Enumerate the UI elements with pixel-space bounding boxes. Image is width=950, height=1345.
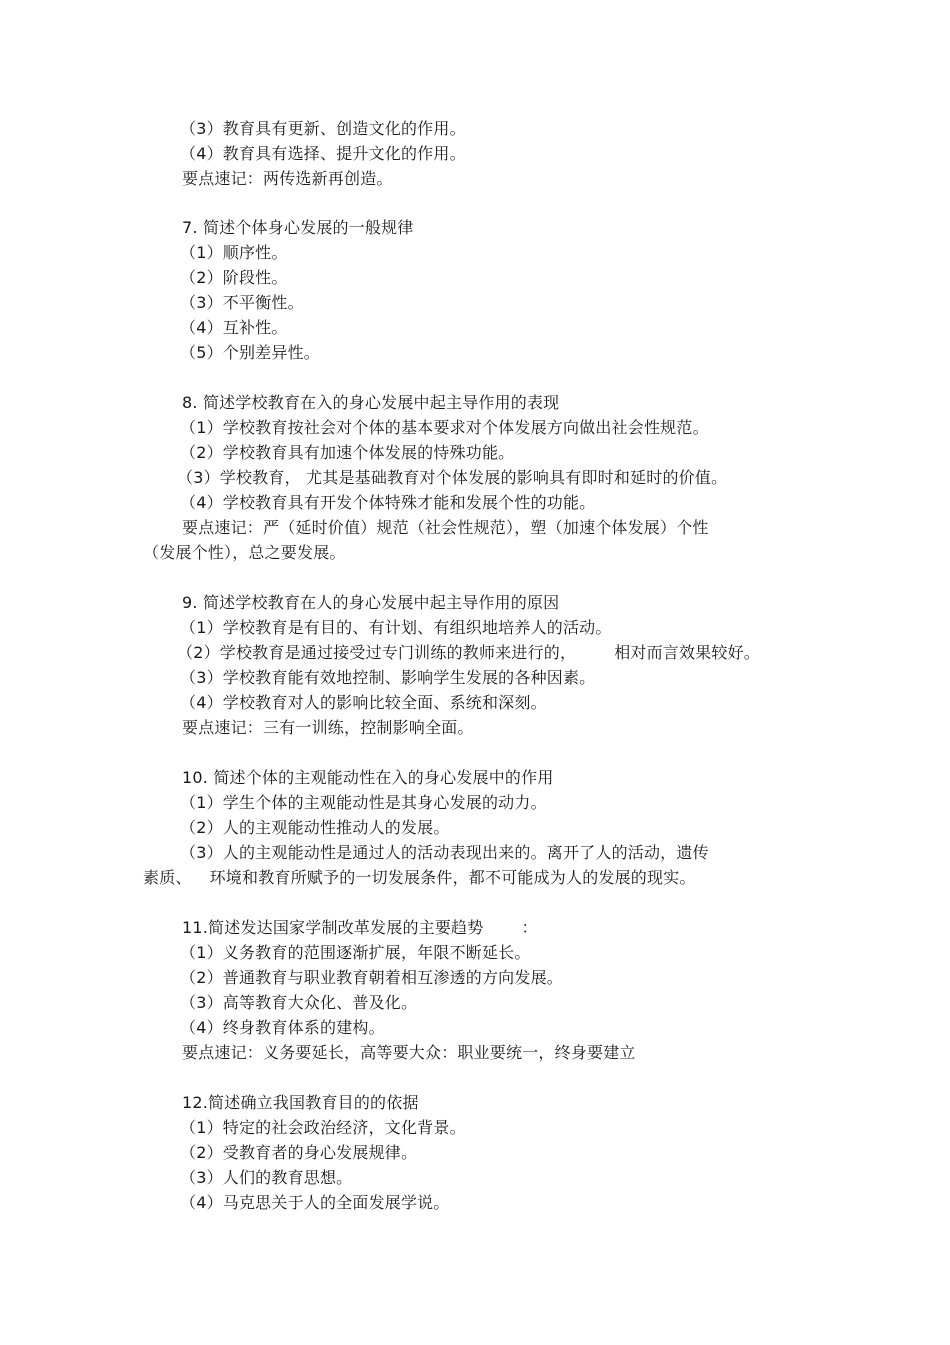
- list-item: （1）学校教育按社会对个体的基本要求对个体发展方向做出社会性规范。: [180, 418, 709, 437]
- question-heading: 7. 简述个体身心发展的一般规律: [182, 218, 414, 237]
- question-heading: 8. 简述学校教育在入的身心发展中起主导作用的表现: [182, 393, 560, 412]
- list-item: （1）义务教育的范围逐渐扩展，年限不断延长。: [180, 943, 531, 962]
- list-item-text: （2）学校教育是通过接受过专门训练的教师来进行的，: [177, 643, 577, 662]
- question-heading: 10. 简述个体的主观能动性在入的身心发展中的作用: [182, 768, 554, 787]
- list-item: （2）普通教育与职业教育朝着相互渗透的方向发展。: [180, 968, 563, 987]
- list-item-continued: [143, 868, 696, 888]
- list-item: （4）马克思关于人的全面发展学说。: [180, 1193, 450, 1212]
- list-item: （2）人的主观能动性推动人的发展。: [180, 818, 450, 837]
- list-item: （2）受教育者的身心发展规律。: [180, 1143, 418, 1162]
- list-item: （4）互补性。: [180, 318, 288, 337]
- list-item-text: 素质、: [143, 868, 192, 887]
- list-item: （3）人的主观能动性是通过人的活动表现出来的。离开了人的活动，遗传: [180, 843, 709, 862]
- question-heading-text: 11.简述发达国家学制改革发展的主要趋势: [182, 918, 484, 937]
- list-item: （4）终身教育体系的建构。: [180, 1018, 385, 1037]
- memory-tip: 要点速记：严（延时价值）规范（社会性规范），塑（加速个体发展）个性: [182, 518, 709, 537]
- list-item: （3）高等教育大众化、普及化。: [180, 993, 418, 1012]
- question-heading: [182, 918, 538, 938]
- list-item-text: 环境和教育所赋予的一切发展条件，都不可能成为人的发展的现实。: [209, 868, 696, 887]
- list-item: （3）学校教育能有效地控制、影响学生发展的各种因素。: [180, 668, 596, 687]
- list-item: （4）教育具有选择、提升文化的作用。: [180, 144, 466, 163]
- question-heading: 9. 简述学校教育在人的身心发展中起主导作用的原因: [182, 593, 560, 612]
- memory-tip: 要点速记：两传选新再创造。: [182, 169, 393, 188]
- list-item-text: 相对而言效果较好。: [614, 643, 760, 662]
- question-heading: 12.简述确立我国教育目的的依据: [182, 1093, 419, 1112]
- list-item: （4）学校教育具有开发个体特殊才能和发展个性的功能。: [180, 493, 596, 512]
- question-heading-colon: ：: [521, 918, 538, 937]
- list-item: （1）特定的社会政治经济，文化背景。: [180, 1118, 466, 1137]
- list-item: （3）不平衡性。: [180, 293, 304, 312]
- list-item: （4）学校教育对人的影响比较全面、系统和深刻。: [180, 693, 547, 712]
- list-item: （3）教育具有更新、创造文化的作用。: [180, 119, 466, 138]
- memory-tip: 要点速记：三有一训练，控制影响全面。: [182, 718, 474, 737]
- list-item: （3）人们的教育思想。: [180, 1168, 353, 1187]
- list-item: [177, 643, 760, 663]
- list-item: （1）学校教育是有目的、有计划、有组织地培养人的活动。: [180, 618, 612, 637]
- list-item: （2）学校教育具有加速个体发展的恃殊功能。: [180, 443, 515, 462]
- list-item: （1）学生个体的主观能动性是其身心发展的动力。: [180, 793, 547, 812]
- list-item: （3）学校教育， 尤其是基础教育对个体发展的影响具有即时和延时的价值。: [177, 468, 728, 487]
- list-item: （2）阶段性。: [180, 268, 288, 287]
- memory-tip: 要点速记：义务要延长，高等要大众：职业要统一，终身要建立: [182, 1043, 636, 1062]
- list-item: （5）个别差异性。: [180, 343, 320, 362]
- memory-tip-continued: （发展个性），总之要发展。: [143, 543, 346, 562]
- list-item: （1）顺序性。: [180, 243, 288, 262]
